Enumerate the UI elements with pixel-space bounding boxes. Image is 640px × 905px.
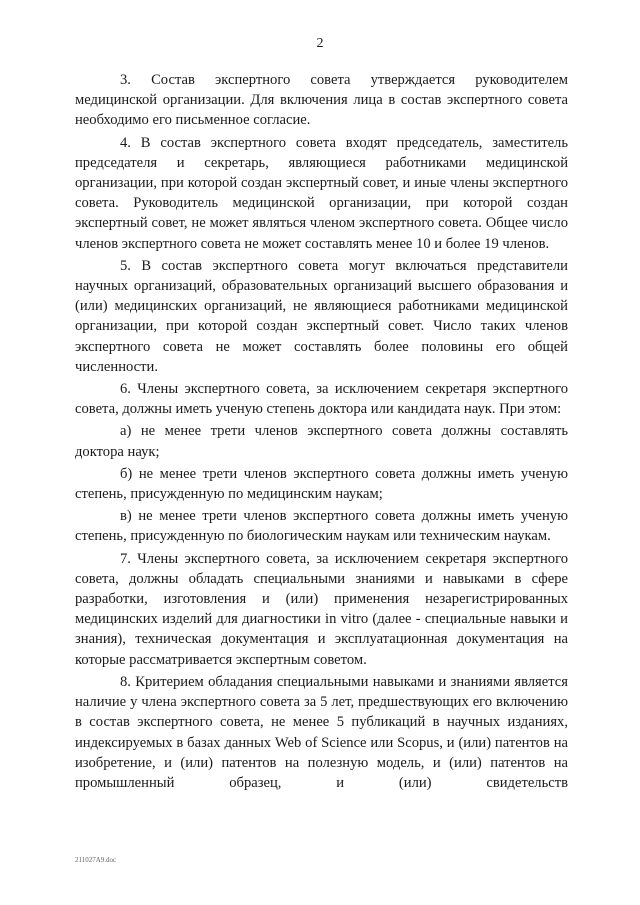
paragraph-item-4: 4. В состав экспертного совета входят председатель, заместитель председателя и секретарь, являющиеся работниками медицинской организации, при которой создан экспертный совет, и иные члены экспертного совета. Руководитель медицинской организации, при которой создан экспертный совет, не может являться членом экспертного совета. Общее число членов экспертного совета не может составлять менее 10 и более 19 членов. xyxy=(75,134,568,252)
footer-doc-code: 211027А9.doc xyxy=(75,856,117,864)
paragraph-subitem-v: в) не менее трети членов экспертного совета должны иметь ученую степень, присужденную по биологическим наукам или техническим наукам. xyxy=(75,508,568,545)
paragraph-item-8: 8. Критерием обладания специальными навыками и знаниями является наличие у члена экспертного совета за 5 лет, предшествующих его включению в состав экспертного совета, не менее 5 публикаций в научных изданиях, индексируемых в базах данных Web of Science или Scopus, и (или) патентов на изобретение, и (или) патентов на полезную модель, и (или) патентов на промышленный образец, и (или) свидетельств xyxy=(75,673,568,791)
paragraph-subitem-a: а) не менее трети членов экспертного совета должны составлять доктора наук; xyxy=(75,423,568,460)
page-number: 2 xyxy=(316,36,324,51)
paragraph-item-5: 5. В состав экспертного совета могут включаться представители научных организаций, образовательных организаций высшего образования и (или) медицинских организаций, не являющиеся работниками медицинской организации, при которой создан экспертный совет. Число таких членов экспертного совета не может составлять более половины его общей численности. xyxy=(75,257,568,375)
paragraph-item-7: 7. Члены экспертного совета, за исключением секретаря экспертного совета, должны обладать специальными знаниями и навыками в сфере разработки, изготовления и (или) применения незарегистрированных медицинских изделий для диагностики in vitro (далее - специальные навыки и знания), техническая документация и эксплуатационная документация на которые рассматривается экспертным советом. xyxy=(75,550,568,668)
paragraph-item-3: 3. Состав экспертного совета утверждается руководителем медицинской организации. Для включения лица в состав экспертного совета необходимо его письменное согласие. xyxy=(75,72,568,129)
paragraph-subitem-b: б) не менее трети членов экспертного совета должны иметь ученую степень, присужденную по медицинским наукам; xyxy=(75,465,568,503)
document-body xyxy=(75,70,568,795)
paragraph-item-6: 6. Члены экспертного совета, за исключением секретаря экспертного совета, должны иметь ученую степень доктора или кандидата наук. При этом: xyxy=(75,381,568,418)
